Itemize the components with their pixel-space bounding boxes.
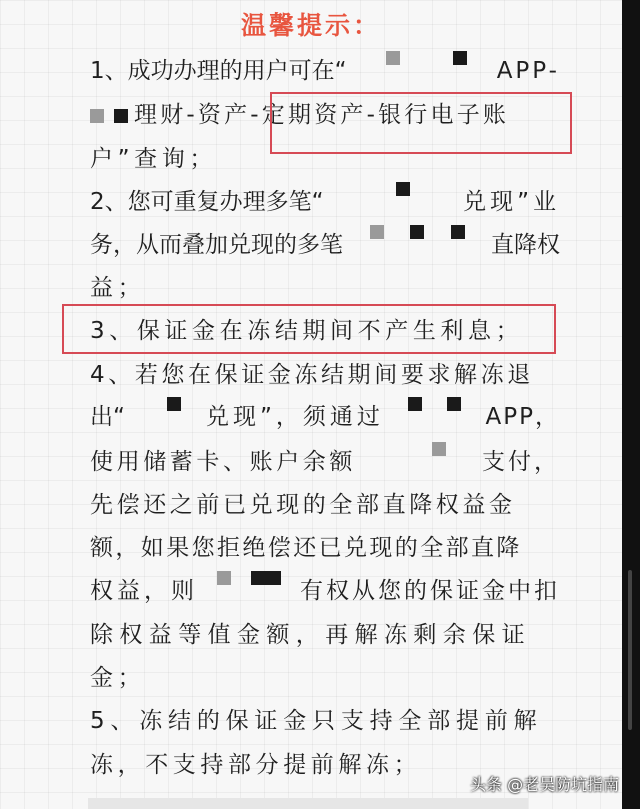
redaction (114, 109, 128, 123)
text-segment: 务，从而叠加兑现的多笔 (90, 232, 343, 258)
text-segment: 1、成功办理的用户可在“ (90, 58, 347, 84)
text-line-15 (90, 658, 560, 698)
text-line-8 (90, 355, 560, 395)
text-segment: APP， (485, 404, 560, 430)
highlight-box-account-path (270, 92, 572, 154)
text-segment: 额，如果您拒绝偿还已兑现的全部直降 (90, 535, 522, 561)
text-line-1 (90, 51, 560, 91)
text-segment: 权益，则 (90, 578, 198, 604)
text-line-14 (90, 615, 560, 655)
text-segment: 出“ (90, 404, 125, 430)
text-segment: 益； (90, 275, 146, 301)
redaction (410, 225, 424, 239)
bottom-bar (88, 798, 528, 809)
redaction (432, 442, 446, 456)
text-line-5 (90, 225, 560, 265)
text-segment: 理财-资产-定期资产-银行电子账 (134, 102, 510, 128)
redaction (453, 51, 467, 65)
text-line-11 (90, 485, 560, 525)
text-line-6 (90, 268, 560, 308)
notice-title: 温馨提示： (240, 11, 381, 40)
text-line-12 (90, 528, 560, 568)
redaction (447, 397, 461, 411)
text-segment: 金； (90, 665, 146, 691)
highlight-box-no-interest (62, 304, 556, 354)
scrollbar[interactable] (628, 570, 632, 730)
text-segment: 有权从您的保证金中扣 (299, 578, 560, 604)
text-segment: 兑现”业 (463, 189, 560, 215)
text-segment: 4、若您在保证金冻结期间要求解冻退 (90, 362, 534, 388)
redaction (167, 397, 181, 411)
text-segment: 除权益等值金额，再解冻剩余保证 (90, 622, 531, 648)
text-line-13 (90, 571, 560, 611)
text-segment: 先偿还之前已兑现的全部直降权益金 (90, 492, 516, 518)
watermark-text: 头条 @老吴防坑指南 (470, 775, 620, 794)
redaction (396, 182, 410, 196)
text-segment: 5、冻结的保证金只支持全部提前解 (90, 708, 543, 734)
redaction (408, 397, 422, 411)
text-segment: 冻，不支持部分提前解冻； (90, 752, 422, 778)
text-segment: 支付， (482, 449, 560, 475)
redaction (251, 571, 281, 585)
redaction (451, 225, 465, 239)
text-segment: 2、您可重复办理多笔“ (90, 189, 324, 215)
text-line-9 (90, 397, 560, 437)
text-segment: 兑现”，须通过 (205, 404, 384, 430)
redaction (90, 109, 104, 123)
text-segment: 直降权 (491, 232, 560, 258)
redaction (386, 51, 400, 65)
text-segment: 使用储蓄卡、账户余额 (90, 449, 356, 475)
redaction (370, 225, 384, 239)
text-segment: 户”查询； (90, 146, 217, 172)
text-line-4 (90, 182, 560, 222)
text-segment: 3、保证金在冻结期间不产生利息； (90, 318, 524, 344)
text-line-10 (90, 442, 560, 482)
text-segment: APP- (496, 58, 560, 84)
text-line-16 (90, 701, 560, 741)
redaction (217, 571, 231, 585)
